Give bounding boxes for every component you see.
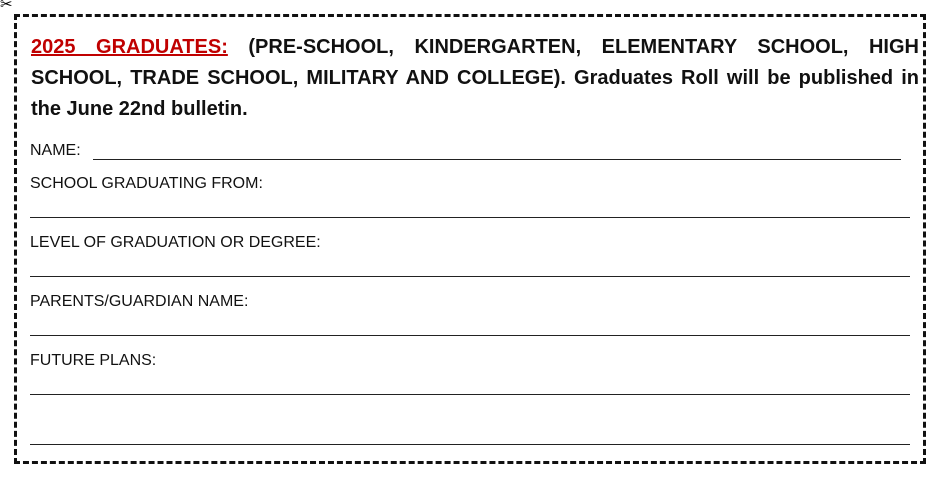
school-field[interactable] — [30, 217, 910, 218]
parents-label: PARENTS/GUARDIAN NAME: — [30, 293, 249, 310]
heading-description: (PRE-SCHOOL, KINDERGARTEN, ELEMENTARY SCHOOL, HIGH SCHOOL, TRADE SCHOOL, MILITARY AND COLLEGE). Graduates Roll will be published in the June 22nd bulletin. — [31, 36, 919, 120]
future-plans-label: FUTURE PLANS: — [30, 352, 157, 369]
level-label: LEVEL OF GRADUATION OR DEGREE: — [30, 234, 321, 251]
parents-field[interactable] — [30, 335, 910, 336]
graduates-coupon — [14, 14, 926, 464]
future-plans-field-2[interactable] — [30, 444, 910, 445]
coupon-heading — [31, 32, 919, 125]
name-field[interactable] — [93, 159, 901, 160]
future-plans-field-1[interactable] — [30, 394, 910, 395]
level-field[interactable] — [30, 276, 910, 277]
school-label: SCHOOL GRADUATING FROM: — [30, 175, 263, 192]
graduates-title: 2025 GRADUATES: — [31, 36, 228, 58]
name-label: NAME: — [30, 142, 81, 159]
scissors-icon: ✂ — [0, 0, 13, 13]
